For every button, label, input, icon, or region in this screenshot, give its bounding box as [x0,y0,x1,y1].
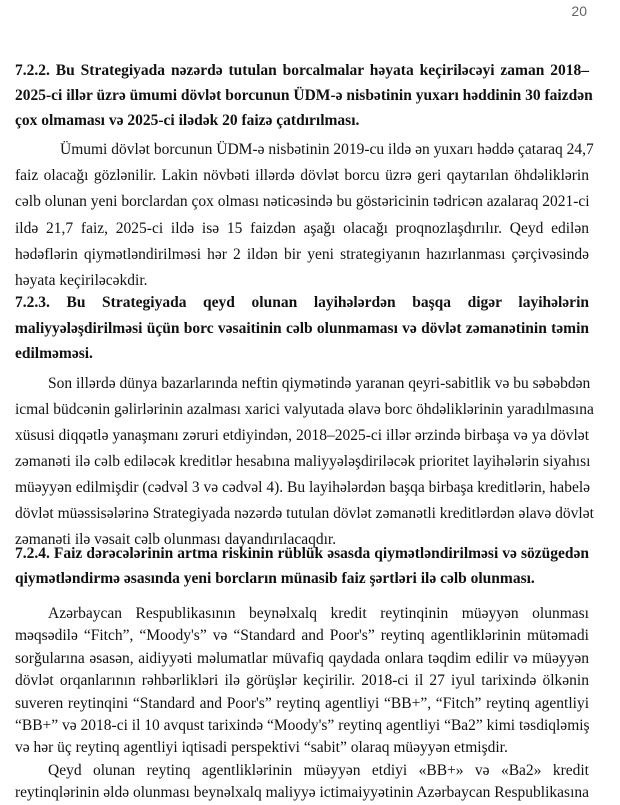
paragraph-line: Qeyd olunan reytinq agentliklərinin müəyyən etdiyi «BB+» və «Ba2» kredit [48,761,589,779]
paragraph-line: Son illərdə dünya bazarlarında neftin qiymətində yaranan qeyri-sabitlik və bu səbəbdən [48,375,591,392]
paragraph-line: Ümumi dövlət borcunun ÜDM-ə nisbətinin 2019-cu ildə ən yuxarı həddə çataraq 24,7 [60,141,594,158]
paragraph-line: ildə 21,7 faiz, 2025-ci ildə isə 15 faizdən aşağı olacağı proqnozlaşdırılır. Qeyd edilən [15,219,589,237]
paragraph-line: “BB+” və 2018-ci il 10 avqust tarixində “Moody's” reytinq agentliyi “Ba2” kimi təsdiqləmiş [15,717,590,735]
paragraph-line: suveren reytinqini “Standard and Poor's” reytinq agentliyi “BB+”, “Fitch” reytinq agentliyi [15,694,589,712]
heading-line: 7.2.3. Bu Strategiyada qeyd olunan layihələrdən başqa digər layihələrin [15,294,589,311]
paragraph-line: zəmanəti ilə cəlb ediləcək kreditlər hesabına maliyyələşdiriləcək prioritet layihələrin siyahısı [15,453,591,470]
paragraph-line: xüsusi diqqətlə yanaşmanı zəruri etdiyindən, 2018–2025-ci illər ərzində birbaşa və ya dövlət [15,427,589,444]
paragraph-line: həyata keçiriləcəkdir. [15,272,148,290]
section-heading-7-2-2 [15,58,593,133]
paragraph-line: məqsədilə “Fitch”, “Moody's” və “Standard and Poor's” reytinq agentliklərinin mütəmadi [15,627,589,645]
paragraph-line: Azərbaycan Respublikasının beynəlxalq kredit reytinqinin müəyyən olunması [48,605,589,622]
heading-line: 7.2.4. Faiz dərəcələrinin artma riskinin rüblük əsasda qiymətləndirilməsi və sözügedən [15,545,589,562]
paragraph-line: hədəflərin qiymətləndirilməsi hər 2 ildən bir yeni strategiyanın hazırlanması çərçivəsində [15,245,589,263]
heading-line: çox olmaması və 2025-ci ilədək 20 faizə çatdırılması. [15,112,360,129]
heading-line: 2025-ci illər üzrə ümumi dövlət borcunun ÜDM-ə nisbətinin yuxarı həddinin 30 faizdən [15,87,593,104]
paragraph-line: müəyyən edilmişdir (cədvəl 3 və cədvəl 4). Bu layihələrdən başqa birbaşa kreditlərin, habelə [15,479,591,496]
paragraph-line: zəmanəti ilə vəsait cəlb olunması dayandırılacaqdır. [15,531,337,548]
paragraph-line: cəlb olunan yeni borclardan çox olması nəticəsində bu göstəricinin tədricən azalaraq 2021-ci [15,193,590,211]
paragraph-line: reytinqlərinin əldə olunması beynəlxalq maliyyə ictimaiyyətinin Azərbaycan Respublikasına [15,784,589,802]
page-number: 20 [571,3,587,19]
section-heading-7-2-4 [15,541,589,591]
paragraph-7-2-3 [15,371,594,553]
paragraph-7-2-4 [15,603,589,805]
heading-line: 7.2.2. Bu Strategiyada nəzərdə tutulan borcalmalar həyata keçiriləcəyi zaman 2018– [15,62,589,79]
paragraph-line: və hər üç reytinq agentliyi iqtisadi perspektivi “sabit” olaraq müəyyən etmişdir. [15,739,508,757]
paragraph-line: sorğularına əsasən, aidiyyəti məlumatlar müvafiq qaydada onlara təqdim edilir və müəyyən [15,649,589,667]
section-heading-7-2-3 [15,290,589,367]
heading-line: edilməməsi. [15,345,93,362]
paragraph-line: faiz olacağı gözlənilir. Lakin növbəti illərdə dövlət borcu üzrə geri qaytarılan öhdəliklərin [15,167,589,185]
paragraph-line: dövlət müəssisələrinə Strategiyada nəzərdə tutulan dövlət zəmanətli kreditlərdən əlavə dövlət [15,505,594,522]
paragraph-7-2-2 [15,137,594,294]
heading-line: qiymətləndirmə əsasında yeni borcların münasib faiz şərtləri ilə cəlb olunması. [15,570,535,587]
heading-line: maliyyələşdirilməsi üçün borc vəsaitinin cəlb olunmaması və dövlət zəmanətinin təmin [15,319,589,337]
paragraph-line: icmal büdcənin gəlirlərinin azalması xarici valyutada əlavə borc öhdəliklərinin yaradılmasına [15,401,594,418]
paragraph-line: dövlət orqanlarının rəhbərlikləri ilə görüşlər keçirilir. 2018-ci il 27 iyul tarixində ölkənin [15,672,589,690]
